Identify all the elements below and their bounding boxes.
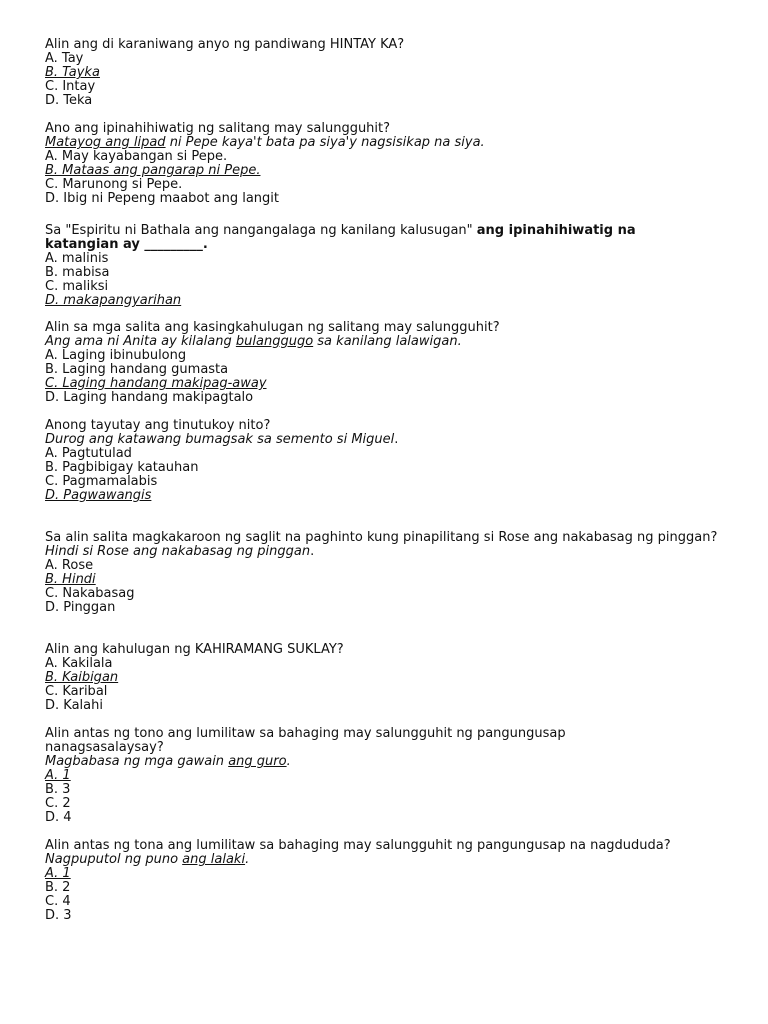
answer-option-b: B. Tayka (45, 65, 100, 80)
option-a: A. Rose (45, 558, 94, 573)
question-prompt: Alin antas ng tona ang lumilitaw sa bahaging may salungguhit ng pangungusap na nagdududa? (45, 838, 671, 853)
option-a: A. malinis (45, 251, 109, 266)
question-prompt: Sa alin salita magkakaroon ng saglit na paghinto kung pinapilitang si Rose ang nakabasag ng pinggan? (45, 530, 718, 545)
option-d: D. Pinggan (45, 600, 116, 615)
option-c: C. Nakabasag (45, 586, 135, 601)
option-b: B. Pagbibigay katauhan (45, 460, 199, 475)
question-7 (45, 643, 745, 713)
option-a: A. Kakilala (45, 656, 113, 671)
question-prompt: Alin sa mga salita ang kasingkahulugan ng salitang may salungguhit? (45, 320, 500, 335)
underlined-phrase: ang guro (228, 754, 287, 769)
question-1 (45, 38, 745, 108)
option-d: D. 3 (45, 908, 72, 923)
option-c: C. Karibal (45, 684, 108, 699)
option-d: D. Laging handang makipagtalo (45, 390, 254, 405)
question-prompt: Alin ang di karaniwang anyo ng pandiwang HINTAY KA? (45, 37, 405, 52)
option-d: D. Ibig ni Pepeng maabot ang langit (45, 191, 279, 206)
sentence-italic: Hindi si Rose ang nakabasag ng pinggan (45, 544, 311, 559)
option-c: C. 4 (45, 894, 71, 909)
question-prompt: Alin ang kahulugan ng KAHIRAMANG SUKLAY? (45, 642, 344, 657)
option-c: C. Marunong si Pepe. (45, 177, 183, 192)
underlined-phrase: Matayog ang lipad (45, 135, 166, 150)
answer-option-b: B. Mataas ang pangarap ni Pepe. (45, 163, 261, 178)
question-sentence (45, 853, 745, 867)
option-d: D. Teka (45, 93, 93, 108)
question-sentence (45, 545, 745, 559)
question-prompt: Anong tayutay ang tinutukoy nito? (45, 418, 271, 433)
sentence-after: . (245, 852, 250, 867)
question-sentence (45, 136, 745, 150)
question-6 (45, 531, 745, 615)
sentence-rest: ni Pepe kaya't bata pa siya'y nagsisikap na siya. (165, 135, 485, 150)
sentence-after: . (286, 754, 291, 769)
sentence-before: Ang ama ni Anita ay kilalang (45, 334, 236, 349)
prompt-bold-continued: katangian ay _________. (45, 237, 208, 252)
answer-option-d: D. makapangyarihan (45, 293, 182, 308)
option-c: C. Pagmamalabis (45, 474, 158, 489)
answer-option-b: B. Kaibigan (45, 670, 119, 685)
question-sentence (45, 335, 745, 349)
question-2 (45, 122, 745, 206)
answer-option-c: C. Laging handang makipag-away (45, 376, 267, 391)
option-c: C. maliksi (45, 279, 109, 294)
option-a: A. May kayabangan si Pepe. (45, 149, 228, 164)
sentence-before: Nagpuputol ng puno (45, 852, 183, 867)
question-5 (45, 419, 745, 503)
answer-option-d: D. Pagwawangis (45, 488, 152, 503)
sentence-before: Magbabasa ng mga gawain (45, 754, 229, 769)
option-c: C. Intay (45, 79, 96, 94)
sentence-italic: Durog ang katawang bumagsak sa semento si Miguel (45, 432, 395, 447)
option-d: D. 4 (45, 810, 72, 825)
option-a: A. Tay (45, 51, 84, 66)
answer-option-a: A. 1 (45, 768, 71, 783)
answer-option-b: B. Hindi (45, 572, 96, 587)
sentence-after: sa kanilang lalawigan. (313, 334, 462, 349)
option-c: C. 2 (45, 796, 71, 811)
option-d: D. Kalahi (45, 698, 103, 713)
option-b: B. Laging handang gumasta (45, 362, 229, 377)
question-9 (45, 839, 745, 923)
question-sentence (45, 755, 745, 769)
underlined-word: bulanggugo (235, 334, 314, 349)
underlined-phrase: ang lalaki (182, 852, 246, 867)
question-sentence (45, 433, 745, 447)
option-a: A. Laging ibinubulong (45, 348, 187, 363)
option-b: B. mabisa (45, 265, 110, 280)
option-b: B. 3 (45, 782, 71, 797)
prompt-bold: ang ipinahihiwatig na (476, 223, 636, 238)
question-prompt: Alin antas ng tono ang lumilitaw sa bahaging may salungguhit ng pangungusap nanagsasalaysay? (45, 726, 566, 755)
question-8 (45, 727, 745, 825)
question-4 (45, 321, 745, 405)
question-prompt: Ano ang ipinahihiwatig ng salitang may salungguhit? (45, 121, 391, 136)
sentence-period: . (310, 544, 315, 559)
sentence-period: . (394, 432, 399, 447)
prompt-plain: Sa "Espiritu ni Bathala ang nangangalaga ng kanilang kalusugan" (45, 223, 477, 238)
answer-option-a: A. 1 (45, 866, 71, 881)
option-a: A. Pagtutulad (45, 446, 132, 461)
option-b: B. 2 (45, 880, 71, 895)
question-prompt (45, 224, 745, 238)
question-3 (45, 224, 745, 308)
